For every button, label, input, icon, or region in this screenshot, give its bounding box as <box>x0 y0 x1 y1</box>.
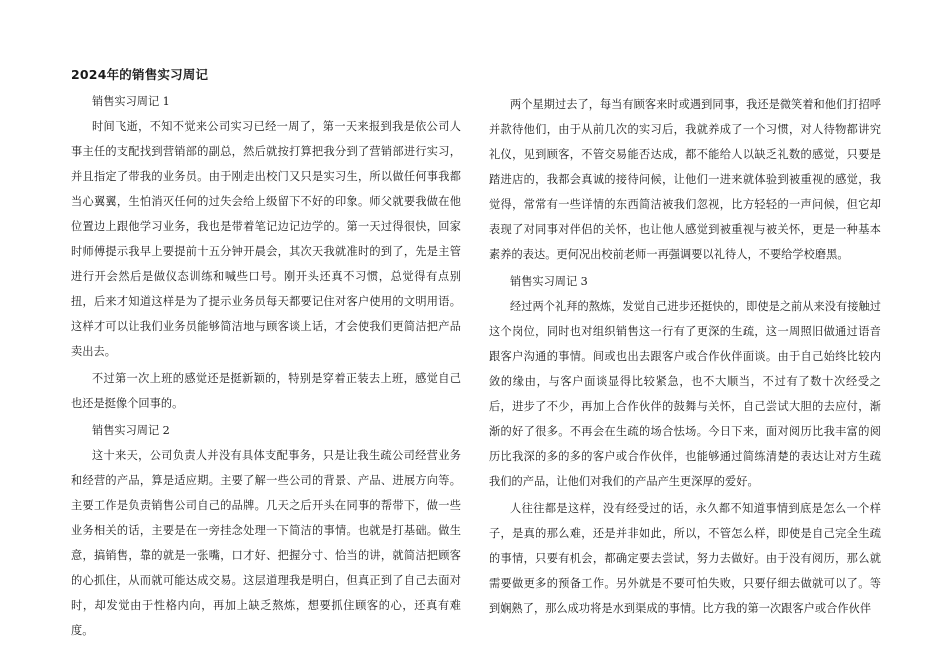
paragraph: 人往往都是这样，没有经受过的话，永久都不知道事情到底是怎么一个样子，是真的那么难，还是并非如此，所以，不管怎么样，即使是自己完全生疏的事情，只要有机会，都确定要去尝试，努力去做好。由于没有阅历，那么就需要做更多的预备工作。另外就是不要可怕失败，只要仔细去做就可以了。等到娴熟了，那么成功将是水到渠成的事情。比方我的第一次跟客户或合作伙伴 <box>489 502 881 615</box>
paragraph: 两个星期过去了，每当有顾客来时或遇到同事，我还是微笑着和他们打招呼并款待他们，由于从前几次的实习后，我就养成了一个习惯，对人待物都讲究礼仪，见到顾客，不管交易能否达成，都不能给人以缺乏礼数的感觉，只要是踏进店的，我都会真诚的接待问候，让他们一进来就体验到被重视的感觉，我觉得，常常有一些详情的东西简洁被我们忽视，比方轻轻的一声问候，但它却表现了对同事对伴侣的关怀，也让他人感觉到被重视与被关怀，更是一种基本素养的表达。更何况出校前老师一再强调要以礼待人，不要给学校磨黑。 <box>489 98 881 261</box>
section-heading: 销售实习周记 2 <box>92 424 170 437</box>
right-column-body <box>489 92 881 621</box>
section-heading: 销售实习周记 1 <box>92 95 170 108</box>
paragraph: 经过两个礼拜的熬炼，发觉自己进步还挺快的，即使是之前从来没有接触过这个岗位，同时也对组织销售这一行有了更深的生疏，这一周照旧做通过语音跟客户沟通的事情。间或也出去跟客户或合作伙伴面谈。由于自己始终比较内敛的缘由，与客户面谈显得比较紧急，也不大顺当，不过有了数十次经受之后，进步了不少，再加上合作伙伴的鼓舞与关怀，自己尝试大胆的去应付，渐渐的好了很多。不再会在生疏的场合怯场。今日下来，面对阅历比我丰富的阅历比我深的多的多的客户或合作伙伴，也能够通过简练清楚的表达让对方生疏我们的产品，让他们对我们的产品产生更深厚的爱好。 <box>489 300 881 488</box>
section-heading: 销售实习周记 3 <box>510 275 588 288</box>
document-title: 2024年的销售实习周记 <box>71 67 209 82</box>
left-column-body <box>71 89 461 643</box>
paragraph: 时间飞逝，不知不觉来公司实习已经一周了，第一天来报到我是依公司人事主任的支配找到营销部的副总，然后就按打算把我分到了营销部进行实习，并且指定了带我的业务员。由于刚走出校门又只是实习生，所以做任何事我都当心翼翼，生怕消灭任何的过失会给上级留下不好的印象。师父就要我做在他位置边上跟他学习业务，我也是带着笔记边记边学的。第一天过得很快，回家时师傅提示我早上要提前十五分钟开晨会，其次天我就准时的到了，先是主管进行开会然后是做仪态训练和喊些口号。刚开头还真不习惯，总觉得有点别扭，后来才知道这样是为了提示业务员每天都要记住对客户使用的文明用语。这样才可以让我们业务员能够简洁地与顾客谈上话，才会使我们更简洁把产品卖出去。 <box>71 120 461 358</box>
right-column <box>489 92 881 623</box>
left-column <box>71 66 461 645</box>
paragraph: 这十来天，公司负责人并没有具体支配事务，只是让我生疏公司经营业务和经营的产品，算是适应期。主要了解一些公司的背景、产品、进展方向等。主要工作是负责销售公司自己的品牌。几天之后开头在同事的帮带下，做一些业务相关的话，主要是在一旁挂念处理一下简洁的事情。也就是打基础。做生意，搞销售，靠的就是一张嘴，口才好、把握分寸、恰当的讲，就简洁把顾客的心抓住，从而就可能达成交易。这层道理我是明白，但真正到了自己去面对时，却发觉由于性格内向，再加上缺乏熬炼，想要抓住顾客的心，还真有难度。 <box>71 449 461 637</box>
paragraph: 不过第一次上班的感觉还是挺新颖的，特别是穿着正装去上班，感觉自己也还是挺像个回事的。 <box>71 372 461 410</box>
